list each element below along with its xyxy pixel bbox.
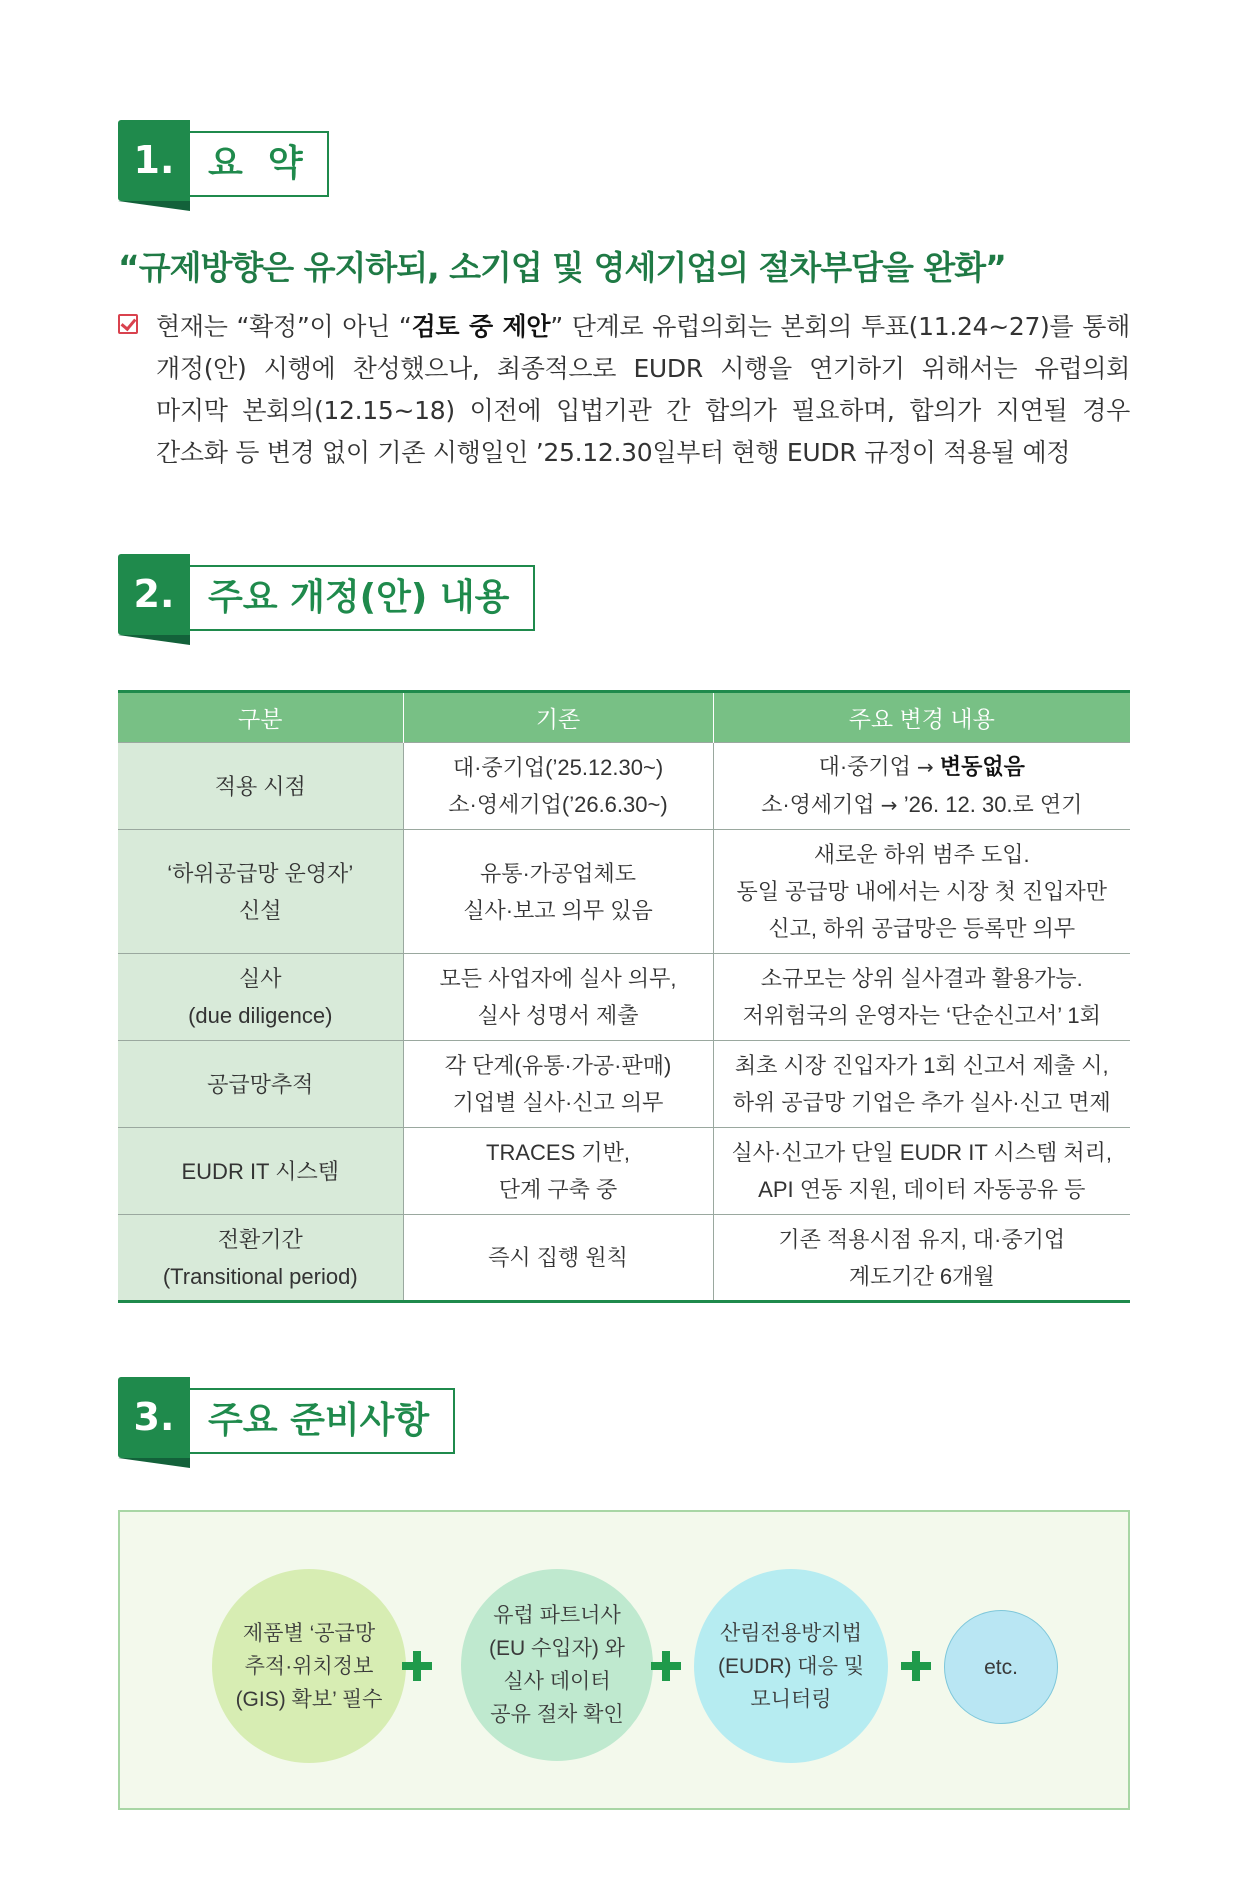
- section-title: 주요 준비사항: [190, 1388, 455, 1454]
- section-title: 주요 개정(안) 내용: [190, 565, 535, 631]
- prep-item-partner: 유럽 파트너사 (EU 수입자) 와 실사 데이터 공유 절차 확인: [461, 1569, 653, 1761]
- section-number: 1.: [118, 120, 190, 201]
- column-header: 주요 변경 내용: [713, 692, 1130, 743]
- section-number: 3.: [118, 1377, 190, 1458]
- row-change: 대·중기업 → 변동없음 소·영세기업 → ’26. 12. 30.로 연기: [713, 743, 1130, 830]
- arrow-icon: →: [917, 755, 934, 779]
- summary-line-4: 간소화 등 변경 없이 기존 시행일인 ’25.12.30일부터 현행 EUDR 규정이 적용될 예정: [156, 438, 1071, 467]
- row-category: 적용 시점: [118, 743, 403, 830]
- prep-item-monitoring: 산림전용방지법 (EUDR) 대응 및 모니터링: [694, 1569, 888, 1763]
- summary-emphasis: 검토 중 제안: [411, 312, 551, 341]
- row-change: 최초 시장 진입자가 1회 신고서 제출 시, 하위 공급망 기업은 추가 실사·신고 면제: [713, 1041, 1130, 1128]
- row-category: 전환기간 (Transitional period): [118, 1215, 403, 1302]
- table-row: [118, 830, 1130, 954]
- prep-item-gis: 제품별 ‘공급망 추적·위치정보 (GIS) 확보’ 필수: [212, 1569, 406, 1763]
- section-number: 2.: [118, 554, 190, 635]
- row-change: 새로운 하위 범주 도입. 동일 공급망 내에서는 시장 첫 진입자만 신고, 하위 공급망은 등록만 의무: [713, 830, 1130, 954]
- prep-item-etc: etc.: [944, 1610, 1058, 1724]
- row-category: 공급망추적: [118, 1041, 403, 1128]
- row-category: ‘하위공급망 운영자’ 신설: [118, 830, 403, 954]
- row-change: 실사·신고가 단일 EUDR IT 시스템 처리, API 연동 지원, 데이터 자동공유 등: [713, 1128, 1130, 1215]
- table-row: [118, 954, 1130, 1041]
- row-category: EUDR IT 시스템: [118, 1128, 403, 1215]
- table-row: [118, 743, 1130, 830]
- summary-line-3: 마지막 본회의(12.15~18) 이전에 입법기관 간 합의가 필요하며, 합의가 지연될 경우: [156, 396, 1130, 425]
- checkbox-icon: [118, 314, 138, 334]
- column-header: 구분: [118, 692, 403, 743]
- summary-line-1: 현재는 “확정”이 아닌 “검토 중 제안” 단계로 유럽의회는 본회의 투표(11.24~27)를 통해: [156, 312, 1130, 341]
- plus-icon: [651, 1651, 681, 1681]
- arrow-icon: →: [880, 793, 898, 817]
- row-change: 기존 적용시점 유지, 대·중기업 계도기간 6개월: [713, 1215, 1130, 1302]
- plus-icon: [402, 1651, 432, 1681]
- table-row: [118, 1128, 1130, 1215]
- row-existing: 대·중기업(’25.12.30~) 소·영세기업(’26.6.30~): [403, 743, 713, 830]
- table-row: [118, 1041, 1130, 1128]
- section-title: 요 약: [190, 131, 329, 197]
- summary-headline: “규제방향은 유지하되, 소기업 및 영세기업의 절차부담을 완화”: [118, 248, 1006, 287]
- amendment-table: [118, 690, 1130, 1303]
- row-existing: 즉시 집행 원칙: [403, 1215, 713, 1302]
- table-header-row: [118, 692, 1130, 743]
- row-existing: 각 단계(유통·가공·판매) 기업별 실사·신고 의무: [403, 1041, 713, 1128]
- table-row: [118, 1215, 1130, 1302]
- row-change: 소규모는 상위 실사결과 활용가능. 저위험국의 운영자는 ‘단순신고서’ 1회: [713, 954, 1130, 1041]
- row-existing: 유통·가공업체도 실사·보고 의무 있음: [403, 830, 713, 954]
- summary-line-2: 개정(안) 시행에 찬성했으나, 최종적으로 EUDR 시행을 연기하기 위해서는 유럽의회: [156, 354, 1130, 383]
- plus-icon: [901, 1651, 931, 1681]
- row-existing: TRACES 기반, 단계 구축 중: [403, 1128, 713, 1215]
- row-category: 실사 (due diligence): [118, 954, 403, 1041]
- row-existing: 모든 사업자에 실사 의무, 실사 성명서 제출: [403, 954, 713, 1041]
- preparation-panel: [118, 1510, 1130, 1810]
- column-header: 기존: [403, 692, 713, 743]
